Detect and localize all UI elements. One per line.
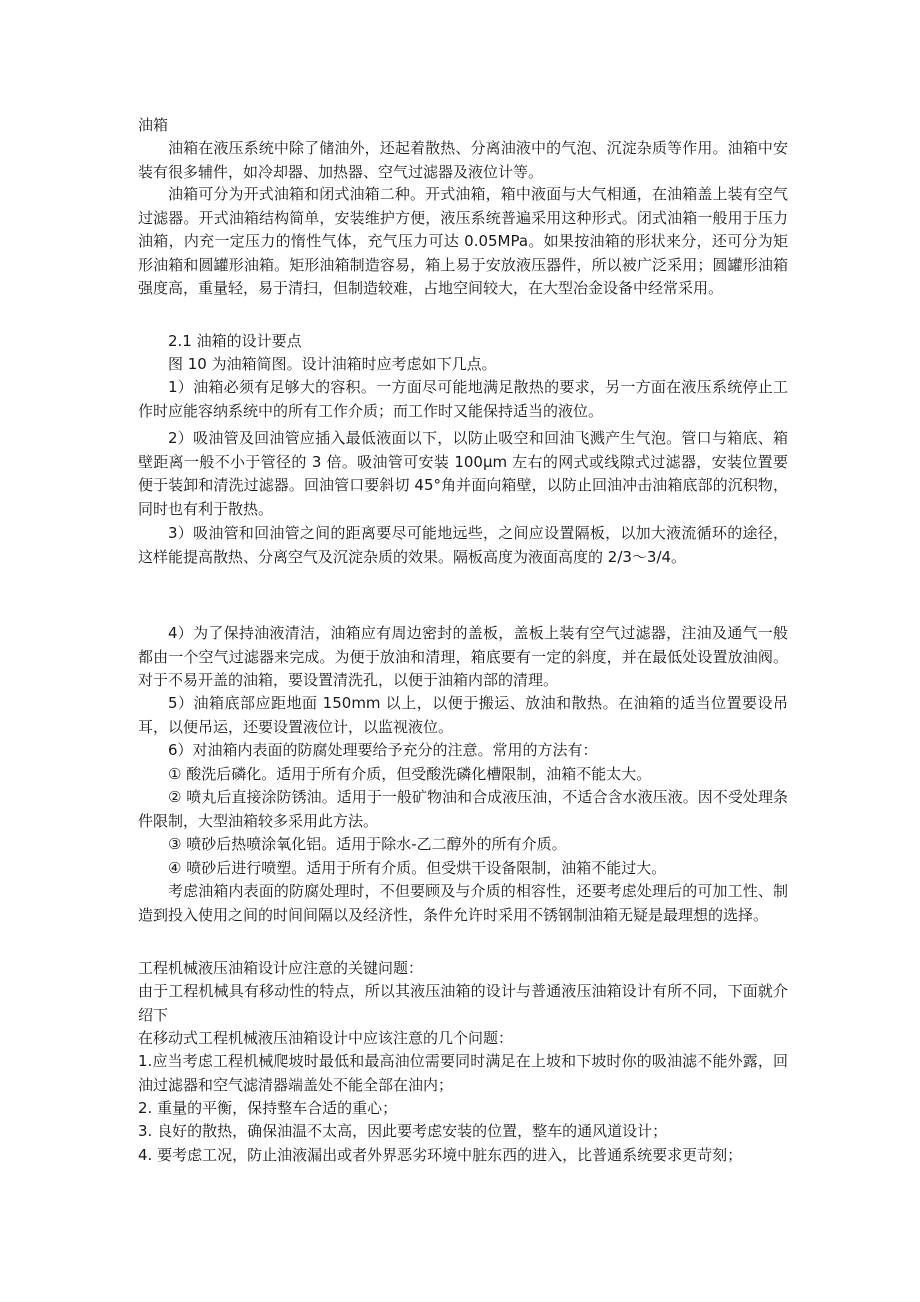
paragraph-mobility: 由于工程机械具有移动性的特点，所以其液压油箱的设计与普通液压油箱设计有所不同，下面就介绍下 <box>138 982 788 1024</box>
method-4: ④ 喷砂后进行喷塑。适用于所有介质。但受烘干设备限制，油箱不能过大。 <box>168 859 667 877</box>
heading-key-issues: 工程机械液压油箱设计应注意的关键问题： <box>138 959 424 977</box>
issue-3: 3. 良好的散热，确保油温不太高，因此要考虑安装的位置，整车的通风道设计； <box>138 1122 668 1140</box>
paragraph-intro: 油箱在液压系统中除了储油外，还起着散热、分离油液中的气泡、沉淀杂质等作用。油箱中安装有很多辅件，如冷却器、加热器、空气过滤器及液位计等。 <box>138 139 788 181</box>
paragraph-figure-ref: 图 10 为油箱简图。设计油箱时应考虑如下几点。 <box>168 355 497 373</box>
paragraph-issues-intro: 在移动式工程机械液压油箱设计中应该注意的几个问题： <box>138 1029 514 1047</box>
point-5: 5）油箱底部应距地面 150mm 以上，以便于搬运、放油和散热。在油箱的适当位置要设吊耳，以便吊运，还要设置液位计，以监视液位。 <box>138 694 788 736</box>
issue-4: 4. 要考虑工况，防止油液漏出或者外界恶劣环境中脏东西的进入，比普通系统要求更苛刻； <box>138 1146 743 1164</box>
point-6: 6）对油箱内表面的防腐处理要给予充分的注意。常用的方法有： <box>168 741 598 759</box>
paragraph-considerations: 考虑油箱内表面的防腐处理时，不但要顾及与介质的相容性，还要考虑处理后的可加工性、制造到投入使用之间的时间间隔以及经济性，条件允许时采用不锈钢制油箱无疑是最理想的选择。 <box>138 882 788 924</box>
method-2: ② 喷丸后直接涂防锈油。适用于一般矿物油和合成液压油，不适合含水液压液。因不受处理条件限制，大型油箱较多采用此方法。 <box>138 788 788 830</box>
section-heading-2-1: 2.1 油箱的设计要点 <box>168 332 302 350</box>
point-4: 4）为了保持油液清洁，油箱应有周边密封的盖板，盖板上装有空气过滤器，注油及通气一般都由一个空气过滤器来完成。为便于放油和清理，箱底要有一定的斜度，并在最低处设置放油阀。对于不易开盖的油箱，要设置清洗孔，以便于油箱内部的清理。 <box>138 624 788 689</box>
issue-2: 2. 重量的平衡，保持整车合适的重心； <box>138 1099 398 1117</box>
paragraph-types: 油箱可分为开式油箱和闭式油箱二种。开式油箱，箱中液面与大气相通，在油箱盖上装有空气过滤器。开式油箱结构简单，安装维护方便，液压系统普遍采用这种形式。闭式油箱一般用于压力油箱，内充一定压力的惰性气体，充气压力可达 0.05MPa。如果按油箱的形状来分，还可分为矩形油箱和圆罐形油箱。矩形油箱制造容易，箱上易于安放液压器件，所以被广泛采用；圆罐形油箱强度高，重量轻，易于清扫，但制造较难，占地空间较大，在大型冶金设备中经常采用。 <box>138 185 788 297</box>
point-1: 1）油箱必须有足够大的容积。一方面尽可能地满足散热的要求，另一方面在液压系统停止工作时应能容纳系统中的所有工作介质；而工作时又能保持适当的液位。 <box>138 378 788 420</box>
method-3: ③ 喷砂后热喷涂氧化铝。适用于除水-乙二醇外的所有介质。 <box>168 835 567 853</box>
point-2: 2）吸油管及回油管应插入最低液面以下，以防止吸空和回油飞溅产生气泡。管口与箱底、箱壁距离一般不小于管径的 3 倍。吸油管可安装 100μm 左右的网式或线隙式过滤器，安装位置要便于装卸和清洗过滤器。回油管口要斜切 45°角并面向箱壁，以防止回油冲击油箱底部的沉积物，同时也有利于散热。 <box>138 429 788 518</box>
issue-1: 1.应当考虑工程机械爬坡时最低和最高油位需要同时满足在上坡和下坡时你的吸油滤不能外露，回油过滤器和空气滤清器端盖处不能全部在油内； <box>138 1052 788 1094</box>
method-1: ① 酸洗后磷化。适用于所有介质，但受酸洗磷化槽限制，油箱不能太大。 <box>168 765 652 783</box>
point-3: 3）吸油管和回油管之间的距离要尽可能地远些，之间应设置隔板，以加大液流循环的途径，这样能提高散热、分离空气及沉淀杂质的效果。隔板高度为液面高度的 2/3～3/4。 <box>138 524 788 566</box>
doc-title: 油箱 <box>138 116 169 134</box>
